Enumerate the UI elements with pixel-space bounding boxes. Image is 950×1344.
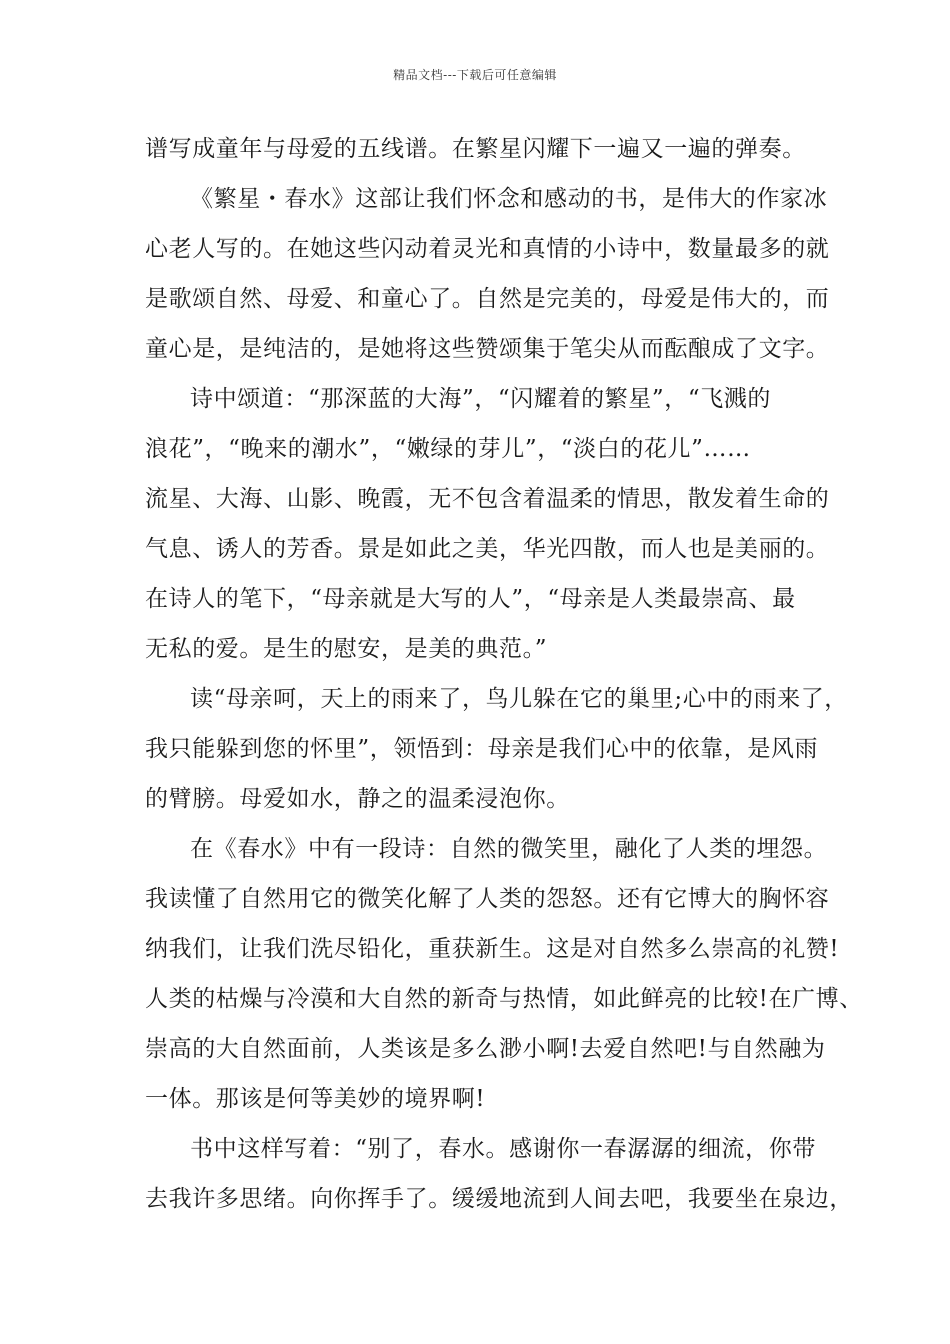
body-line: 流星、大海、山影、晚霞，无不包含着温柔的情思，散发着生命的 [145,486,830,512]
body-line: 诗中颂道：“那深蓝的大海”，“闪耀着的繁星”，“飞溅的 [190,386,771,412]
body-line: 读“母亲呵，天上的雨来了，鸟儿躲在它的巢里;心中的雨来了， [190,686,848,712]
body-line: 纳我们，让我们洗尽铅化，重获新生。这是对自然多么崇高的礼赞! [145,936,840,962]
body-line: 气息、诱人的芳香。景是如此之美，华光四散，而人也是美丽的。 [145,536,830,562]
body-line: 《繁星・春水》这部让我们怀念和感动的书，是伟大的作家冰 [190,186,828,212]
body-line: 在《春水》中有一段诗：自然的微笑里，融化了人类的埋怨。 [190,836,828,862]
body-line: 崇高的大自然面前，人类该是多么渺小啊!去爱自然吧!与自然融为 [145,1036,826,1062]
page-header: 精品文档---下载后可任意编辑 [393,68,557,82]
body-line: 我只能躲到您的怀里”，领悟到：母亲是我们心中的依靠，是风雨 [145,736,819,762]
body-line: 是歌颂自然、母爱、和童心了。自然是完美的，母爱是伟大的，而 [145,286,830,312]
body-line: 的臂膀。母爱如水，静之的温柔浸泡你。 [145,786,570,812]
body-line: 无私的爱。是生的慰安，是美的典范。” [145,636,548,662]
body-line: 心老人写的。在她这些闪动着灵光和真情的小诗中，数量最多的就 [145,236,830,262]
body-line: 书中这样写着：“别了，春水。感谢你一春潺潺的细流，你带 [190,1136,816,1162]
body-line: 我读懂了自然用它的微笑化解了人类的怨怒。还有它博大的胸怀容 [145,886,830,912]
body-line: 谱写成童年与母爱的五线谱。在繁星闪耀下一遍又一遍的弹奏。 [145,136,806,162]
body-line: 一体。那该是何等美妙的境界啊! [145,1086,486,1112]
body-line: 童心是，是纯洁的，是她将这些赞颂集于笔尖从而酝酿成了文字。 [145,336,830,362]
body-line: 去我许多思绪。向你挥手了。缓缓地流到人间去吧，我要坐在泉边， [145,1186,853,1212]
body-line: 浪花”，“晚来的潮水”，“嫩绿的芽儿”，“淡白的花儿”…… [145,436,751,462]
body-line: 在诗人的笔下，“母亲就是大写的人”，“母亲是人类最崇高、最 [145,586,796,612]
body-line: 人类的枯燥与冷漠和大自然的新奇与热情，如此鲜亮的比较!在广博、 [145,986,863,1012]
